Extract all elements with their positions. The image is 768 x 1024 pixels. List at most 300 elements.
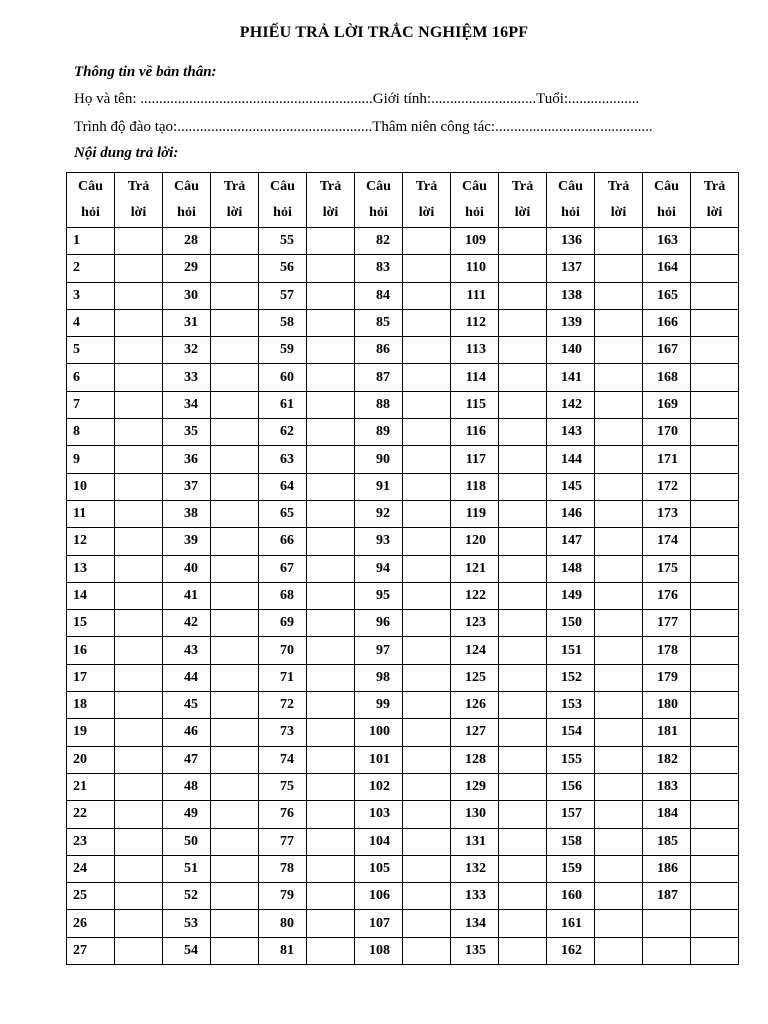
answer-cell[interactable] xyxy=(499,773,547,800)
answer-cell[interactable] xyxy=(499,746,547,773)
header-question-line1: Câu xyxy=(366,179,391,194)
question-number: 184 xyxy=(643,801,691,828)
answer-cell[interactable] xyxy=(691,309,739,336)
question-number: 76 xyxy=(259,801,307,828)
question-number: 58 xyxy=(259,309,307,336)
answer-cell[interactable] xyxy=(499,309,547,336)
answer-cell[interactable] xyxy=(115,637,163,664)
header-answer xyxy=(691,173,739,228)
question-number: 63 xyxy=(259,446,307,473)
answer-cell[interactable] xyxy=(499,883,547,910)
question-number: 112 xyxy=(451,309,499,336)
answer-cell[interactable] xyxy=(307,883,355,910)
question-number: 71 xyxy=(259,664,307,691)
header-answer xyxy=(403,173,451,228)
question-number: 52 xyxy=(163,883,211,910)
answer-cell[interactable] xyxy=(595,309,643,336)
answer-cell[interactable] xyxy=(115,937,163,964)
answer-cell[interactable] xyxy=(691,500,739,527)
answer-cell[interactable] xyxy=(307,773,355,800)
answer-cell[interactable] xyxy=(115,500,163,527)
question-number: 99 xyxy=(355,692,403,719)
answer-cell[interactable] xyxy=(115,582,163,609)
answer-cell[interactable] xyxy=(115,228,163,255)
answer-cell[interactable] xyxy=(403,391,451,418)
answer-cell[interactable] xyxy=(691,883,739,910)
answer-cell[interactable] xyxy=(595,473,643,500)
answer-cell[interactable] xyxy=(403,692,451,719)
answer-cell[interactable] xyxy=(211,391,259,418)
answer-cell[interactable] xyxy=(499,582,547,609)
answer-cell[interactable] xyxy=(595,446,643,473)
answer-cell[interactable] xyxy=(307,446,355,473)
answer-cell[interactable] xyxy=(307,364,355,391)
question-number: 61 xyxy=(259,391,307,418)
answer-cell[interactable] xyxy=(211,255,259,282)
question-number: 60 xyxy=(259,364,307,391)
answer-cell[interactable] xyxy=(691,582,739,609)
question-number: 50 xyxy=(163,828,211,855)
table-row xyxy=(67,473,739,500)
answer-cell[interactable] xyxy=(115,309,163,336)
question-number: 134 xyxy=(451,910,499,937)
question-number: 131 xyxy=(451,828,499,855)
question-number: 19 xyxy=(67,719,115,746)
question-number: 179 xyxy=(643,664,691,691)
answer-cell[interactable] xyxy=(403,282,451,309)
answer-cell[interactable] xyxy=(307,473,355,500)
question-number: 171 xyxy=(643,446,691,473)
answer-cell[interactable] xyxy=(115,855,163,882)
answer-cell[interactable] xyxy=(211,773,259,800)
answer-cell[interactable] xyxy=(307,391,355,418)
answer-cell[interactable] xyxy=(115,773,163,800)
answer-cell[interactable] xyxy=(307,255,355,282)
answer-cell[interactable] xyxy=(595,637,643,664)
answer-cell[interactable] xyxy=(499,855,547,882)
question-number: 80 xyxy=(259,910,307,937)
answer-cell[interactable] xyxy=(595,937,643,964)
answer-cell[interactable] xyxy=(211,637,259,664)
header-question-line1: Câu xyxy=(78,179,103,194)
answer-cell[interactable] xyxy=(595,255,643,282)
question-number: 85 xyxy=(355,309,403,336)
answer-cell[interactable] xyxy=(595,883,643,910)
table-row xyxy=(67,228,739,255)
question-number: 166 xyxy=(643,309,691,336)
answer-cell[interactable] xyxy=(211,282,259,309)
answer-cell[interactable] xyxy=(307,282,355,309)
header-answer-line2: lời xyxy=(514,205,531,220)
header-answer-line2: lời xyxy=(322,205,339,220)
answer-cell[interactable] xyxy=(595,719,643,746)
question-number: 138 xyxy=(547,282,595,309)
answer-cell[interactable] xyxy=(691,528,739,555)
question-number: 18 xyxy=(67,692,115,719)
answer-cell[interactable] xyxy=(691,664,739,691)
answer-cell[interactable] xyxy=(115,419,163,446)
header-question xyxy=(259,173,307,228)
question-number: 94 xyxy=(355,555,403,582)
answer-cell[interactable] xyxy=(307,582,355,609)
question-number: 137 xyxy=(547,255,595,282)
answer-cell[interactable] xyxy=(403,773,451,800)
answer-cell[interactable] xyxy=(691,692,739,719)
answer-cell[interactable] xyxy=(211,228,259,255)
answer-cell[interactable] xyxy=(211,419,259,446)
question-number: 4 xyxy=(67,309,115,336)
answer-cell[interactable] xyxy=(691,391,739,418)
answer-cell[interactable] xyxy=(307,664,355,691)
answer-cell[interactable] xyxy=(691,746,739,773)
answer-cell[interactable] xyxy=(595,337,643,364)
answer-cell[interactable] xyxy=(691,255,739,282)
table-row xyxy=(67,337,739,364)
question-number: 176 xyxy=(643,582,691,609)
answer-cell[interactable] xyxy=(691,473,739,500)
answer-cell[interactable] xyxy=(499,664,547,691)
answer-cell[interactable] xyxy=(307,309,355,336)
answer-cell[interactable] xyxy=(211,910,259,937)
answer-cell[interactable] xyxy=(211,500,259,527)
answer-cell[interactable] xyxy=(595,364,643,391)
answer-cell[interactable] xyxy=(307,228,355,255)
answer-cell[interactable] xyxy=(403,446,451,473)
answer-cell[interactable] xyxy=(691,228,739,255)
answer-cell[interactable] xyxy=(403,664,451,691)
answer-cell[interactable] xyxy=(595,282,643,309)
answer-cell[interactable] xyxy=(499,719,547,746)
answer-cell[interactable] xyxy=(403,719,451,746)
answer-cell[interactable] xyxy=(595,228,643,255)
table-row xyxy=(67,582,739,609)
answer-cell[interactable] xyxy=(403,364,451,391)
question-number: 126 xyxy=(451,692,499,719)
answer-cell[interactable] xyxy=(115,391,163,418)
answer-cell[interactable] xyxy=(691,282,739,309)
question-number: 89 xyxy=(355,419,403,446)
answer-cell[interactable] xyxy=(595,664,643,691)
answer-cell[interactable] xyxy=(499,255,547,282)
question-number: 172 xyxy=(643,473,691,500)
answer-cell[interactable] xyxy=(307,528,355,555)
answer-cell[interactable] xyxy=(307,855,355,882)
question-number: 97 xyxy=(355,637,403,664)
answer-cell[interactable] xyxy=(691,719,739,746)
answer-cell[interactable] xyxy=(115,719,163,746)
answer-cell[interactable] xyxy=(115,337,163,364)
answer-cell[interactable] xyxy=(499,228,547,255)
question-number: 39 xyxy=(163,528,211,555)
table-row xyxy=(67,391,739,418)
answer-cell[interactable] xyxy=(595,555,643,582)
answer-cell[interactable] xyxy=(115,883,163,910)
answer-cell[interactable] xyxy=(691,828,739,855)
answer-cell[interactable] xyxy=(115,282,163,309)
answer-cell[interactable] xyxy=(691,364,739,391)
answer-cell[interactable] xyxy=(595,500,643,527)
header-question-line1: Câu xyxy=(462,179,487,194)
table-row xyxy=(67,719,739,746)
question-number: 151 xyxy=(547,637,595,664)
answer-cell[interactable] xyxy=(211,883,259,910)
answer-cell[interactable] xyxy=(403,883,451,910)
answer-cell[interactable] xyxy=(307,337,355,364)
header-question-line2: hỏi xyxy=(81,205,100,220)
answer-cell[interactable] xyxy=(499,910,547,937)
question-number: 82 xyxy=(355,228,403,255)
question-number: 3 xyxy=(67,282,115,309)
answer-cell[interactable] xyxy=(499,528,547,555)
table-row xyxy=(67,801,739,828)
answer-cell[interactable] xyxy=(403,555,451,582)
answer-cell[interactable] xyxy=(499,937,547,964)
answer-cell[interactable] xyxy=(115,446,163,473)
question-number: 174 xyxy=(643,528,691,555)
answer-cell[interactable] xyxy=(307,801,355,828)
answer-cell[interactable] xyxy=(211,446,259,473)
answer-cell[interactable] xyxy=(499,637,547,664)
answer-cell[interactable] xyxy=(211,719,259,746)
answer-cell[interactable] xyxy=(499,419,547,446)
answer-cell[interactable] xyxy=(307,555,355,582)
answer-cell[interactable] xyxy=(595,419,643,446)
answer-cell[interactable] xyxy=(115,528,163,555)
question-number: 81 xyxy=(259,937,307,964)
answer-cell[interactable] xyxy=(595,910,643,937)
answer-cell[interactable] xyxy=(307,937,355,964)
answer-cell[interactable] xyxy=(307,692,355,719)
answer-cell[interactable] xyxy=(115,364,163,391)
answer-cell[interactable] xyxy=(499,500,547,527)
answer-cell[interactable] xyxy=(211,664,259,691)
question-number: 187 xyxy=(643,883,691,910)
answer-cell[interactable] xyxy=(499,446,547,473)
answer-cell[interactable] xyxy=(307,419,355,446)
question-number: 65 xyxy=(259,500,307,527)
question-number: 124 xyxy=(451,637,499,664)
answer-cell[interactable] xyxy=(595,391,643,418)
answer-cell[interactable] xyxy=(403,910,451,937)
answer-cell[interactable] xyxy=(115,801,163,828)
table-row xyxy=(67,937,739,964)
question-number: 139 xyxy=(547,309,595,336)
question-number: 186 xyxy=(643,855,691,882)
answer-cell[interactable] xyxy=(499,364,547,391)
question-number: 108 xyxy=(355,937,403,964)
answer-cell[interactable] xyxy=(115,910,163,937)
answer-cell[interactable] xyxy=(403,582,451,609)
answer-cell[interactable] xyxy=(403,309,451,336)
answer-cell[interactable] xyxy=(595,610,643,637)
answer-cell[interactable] xyxy=(403,746,451,773)
table-header-row xyxy=(67,173,739,228)
answer-cell[interactable] xyxy=(307,910,355,937)
answer-cell[interactable] xyxy=(691,801,739,828)
answer-table xyxy=(66,172,739,965)
answer-cell[interactable] xyxy=(691,773,739,800)
answer-cell[interactable] xyxy=(403,500,451,527)
question-number: 21 xyxy=(67,773,115,800)
answer-cell[interactable] xyxy=(211,528,259,555)
question-number: 1 xyxy=(67,228,115,255)
answer-cell[interactable] xyxy=(595,828,643,855)
question-number: 141 xyxy=(547,364,595,391)
question-number: 73 xyxy=(259,719,307,746)
question-number: 96 xyxy=(355,610,403,637)
answer-cell[interactable] xyxy=(499,692,547,719)
question-number: 175 xyxy=(643,555,691,582)
answer-cell[interactable] xyxy=(211,801,259,828)
answer-cell[interactable] xyxy=(595,746,643,773)
question-number: 135 xyxy=(451,937,499,964)
answer-cell[interactable] xyxy=(691,637,739,664)
header-question xyxy=(643,173,691,228)
question-number: 30 xyxy=(163,282,211,309)
question-number: 114 xyxy=(451,364,499,391)
header-question xyxy=(451,173,499,228)
answer-cell[interactable] xyxy=(403,855,451,882)
question-number: 77 xyxy=(259,828,307,855)
answer-cell[interactable] xyxy=(211,309,259,336)
answer-cell[interactable] xyxy=(403,255,451,282)
answer-cell[interactable] xyxy=(595,801,643,828)
question-number: 45 xyxy=(163,692,211,719)
question-number: 142 xyxy=(547,391,595,418)
answer-cell[interactable] xyxy=(307,637,355,664)
answer-cell[interactable] xyxy=(595,692,643,719)
question-number: 24 xyxy=(67,855,115,882)
answer-cell[interactable] xyxy=(211,828,259,855)
answer-cell[interactable] xyxy=(115,255,163,282)
answer-cell[interactable] xyxy=(211,582,259,609)
answer-cell[interactable] xyxy=(691,446,739,473)
question-number: 22 xyxy=(67,801,115,828)
answer-cell[interactable] xyxy=(403,528,451,555)
question-number: 116 xyxy=(451,419,499,446)
question-number: 162 xyxy=(547,937,595,964)
question-number: 92 xyxy=(355,500,403,527)
question-number: 79 xyxy=(259,883,307,910)
answer-cell[interactable] xyxy=(499,610,547,637)
answer-cell[interactable] xyxy=(211,855,259,882)
answer-cell[interactable] xyxy=(691,555,739,582)
answer-cell[interactable] xyxy=(691,855,739,882)
answer-cell[interactable] xyxy=(499,391,547,418)
question-number: 106 xyxy=(355,883,403,910)
question-number: 38 xyxy=(163,500,211,527)
question-number: 167 xyxy=(643,337,691,364)
answer-cell[interactable] xyxy=(499,282,547,309)
answer-cell[interactable] xyxy=(115,828,163,855)
answer-cell[interactable] xyxy=(115,610,163,637)
question-number: 170 xyxy=(643,419,691,446)
header-answer xyxy=(499,173,547,228)
question-number: 23 xyxy=(67,828,115,855)
table-row xyxy=(67,309,739,336)
question-number: 100 xyxy=(355,719,403,746)
answer-cell[interactable] xyxy=(307,500,355,527)
answer-cell[interactable] xyxy=(499,337,547,364)
header-answer-line1: Trả xyxy=(127,179,150,194)
answer-cell[interactable] xyxy=(307,828,355,855)
header-answer xyxy=(307,173,355,228)
answer-cell[interactable] xyxy=(307,610,355,637)
answer-cell[interactable] xyxy=(211,746,259,773)
answer-cell[interactable] xyxy=(115,473,163,500)
question-number: 101 xyxy=(355,746,403,773)
answer-cell[interactable] xyxy=(211,692,259,719)
answer-cell[interactable] xyxy=(115,664,163,691)
answer-cell[interactable] xyxy=(595,528,643,555)
answer-cell[interactable] xyxy=(499,801,547,828)
answer-cell[interactable] xyxy=(403,637,451,664)
answer-cell[interactable] xyxy=(403,473,451,500)
table-row xyxy=(67,610,739,637)
education-seniority-line: Trình độ đào tạo:....................................................Thâm niên công tác:.......................................... xyxy=(74,119,653,135)
answer-cell[interactable] xyxy=(403,419,451,446)
answer-cell[interactable] xyxy=(307,719,355,746)
question-number: 11 xyxy=(67,500,115,527)
answer-cell[interactable] xyxy=(595,855,643,882)
answer-cell[interactable] xyxy=(211,364,259,391)
answer-cell[interactable] xyxy=(499,473,547,500)
answer-cell[interactable] xyxy=(403,937,451,964)
answer-cell[interactable] xyxy=(595,582,643,609)
question-number: 2 xyxy=(67,255,115,282)
answer-cell[interactable] xyxy=(691,337,739,364)
question-number: 107 xyxy=(355,910,403,937)
answer-cell[interactable] xyxy=(115,692,163,719)
answer-cell[interactable] xyxy=(403,337,451,364)
answer-cell[interactable] xyxy=(115,746,163,773)
header-answer-line2: lời xyxy=(610,205,627,220)
question-number: 12 xyxy=(67,528,115,555)
answer-cell[interactable] xyxy=(211,937,259,964)
question-number: 44 xyxy=(163,664,211,691)
answer-cell[interactable] xyxy=(115,555,163,582)
answer-cell[interactable] xyxy=(403,828,451,855)
answer-cell[interactable] xyxy=(211,555,259,582)
answer-cell xyxy=(691,937,739,964)
table-row xyxy=(67,637,739,664)
answer-cell[interactable] xyxy=(499,555,547,582)
question-number: 59 xyxy=(259,337,307,364)
answer-cell[interactable] xyxy=(403,801,451,828)
header-question-line1: Câu xyxy=(654,179,679,194)
question-number: 178 xyxy=(643,637,691,664)
answer-cell[interactable] xyxy=(595,773,643,800)
question-number: 8 xyxy=(67,419,115,446)
answer-cell[interactable] xyxy=(691,610,739,637)
answer-cell[interactable] xyxy=(211,610,259,637)
question-number: 133 xyxy=(451,883,499,910)
answer-cell[interactable] xyxy=(307,746,355,773)
answer-cell[interactable] xyxy=(211,473,259,500)
answer-cell[interactable] xyxy=(403,228,451,255)
answer-cell[interactable] xyxy=(691,419,739,446)
header-question-line2: hỏi xyxy=(369,205,388,220)
table-row xyxy=(67,664,739,691)
question-number: 87 xyxy=(355,364,403,391)
answer-cell[interactable] xyxy=(211,337,259,364)
question-number: 91 xyxy=(355,473,403,500)
question-number: 14 xyxy=(67,582,115,609)
answer-cell[interactable] xyxy=(403,610,451,637)
table-row xyxy=(67,364,739,391)
answer-cell[interactable] xyxy=(499,828,547,855)
question-number: 144 xyxy=(547,446,595,473)
